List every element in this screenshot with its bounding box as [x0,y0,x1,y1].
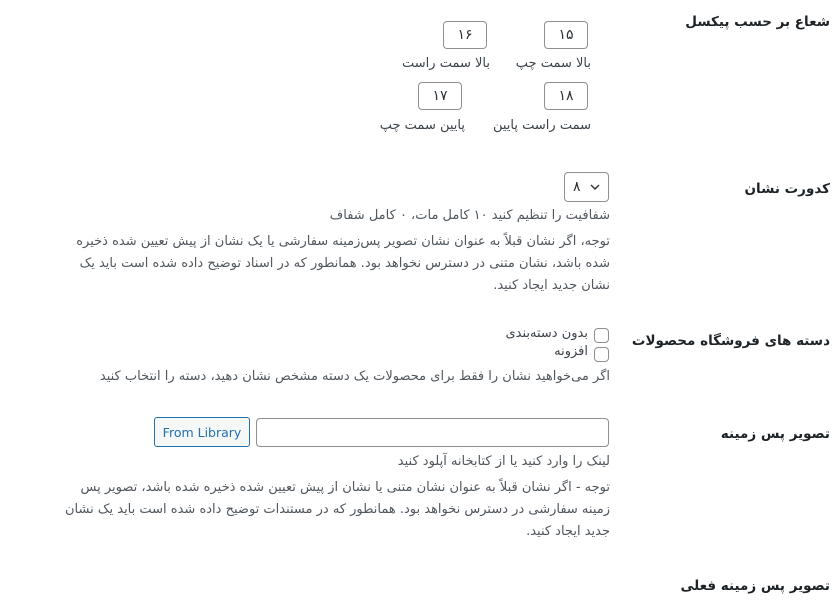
opacity-label: کدورت نشان [744,181,830,197]
opacity-note-line-3: نشان جدید ایجاد کنید. [493,278,610,293]
opacity-note-line-2: شده باشد، نشان متنی در دسترس نخواهد بود. همانطور که در اسناد توضیح داده شده است باید یک [79,256,610,271]
radius-bottom-left-input[interactable]: ۱۷ [418,82,462,110]
category-checkbox-uncategorized[interactable] [594,328,609,343]
from-library-button[interactable]: From Library [154,417,250,447]
categories-label: دسته های فروشگاه محصولات [631,333,830,349]
radius-bottom-left-caption: پایین سمت چپ [379,118,465,133]
current-background-label: تصویر پس زمینه فعلی [680,578,830,594]
opacity-note-line-1: توجه، اگر نشان قبلاً به عنوان نشان تصویر پس‌زمینه سفارشی یا یک نشان از پیش تعیین شده ذخیره [76,234,610,249]
categories-hint: اگر می‌خواهید نشان را فقط برای محصولات یک دسته مشخص نشان دهید، دسته را انتخاب کنید [99,369,610,384]
category-checkbox-addon[interactable] [594,347,609,362]
radius-bottom-right-caption: سمت راست پایین [492,118,591,133]
background-label: تصویر پس زمینه [720,426,830,442]
chevron-down-icon [590,184,600,191]
background-note-line-3: جدید ایجاد کنید. [526,524,610,539]
radius-label: شعاع بر حسب پیکسل [685,14,830,30]
background-note-line-2: زمینه سفارشی در دسترس نخواهد بود. همانطور که در مستندات توضیح داده شده است باید یک نشان [65,502,610,517]
radius-top-right-input[interactable]: ۱۶ [443,21,487,49]
background-note-line-1: توجه - اگر نشان قبلاً به عنوان نشان متنی یا نشان از پیش تعیین شده ذخیره شده باشد، تصویر پس [80,480,610,495]
background-hint: لینک را وارد کنید یا از کتابخانه آپلود کنید [397,454,610,469]
category-option-uncategorized: بدون دسته‌بندی [505,326,588,341]
category-option-addon: افزونه [554,344,588,359]
radius-top-right-caption: بالا سمت راست [402,56,490,71]
radius-top-left-caption: بالا سمت چپ [515,56,591,71]
radius-bottom-right-input[interactable]: ۱۸ [544,82,588,110]
opacity-select-value: ۸ [573,179,581,195]
opacity-hint: شفافیت را تنظیم کنید ۱۰ کامل مات، ۰ کامل شفاف [329,208,610,223]
opacity-select[interactable] [564,172,609,202]
radius-top-left-input[interactable]: ۱۵ [544,21,588,49]
background-url-input[interactable] [256,418,609,447]
